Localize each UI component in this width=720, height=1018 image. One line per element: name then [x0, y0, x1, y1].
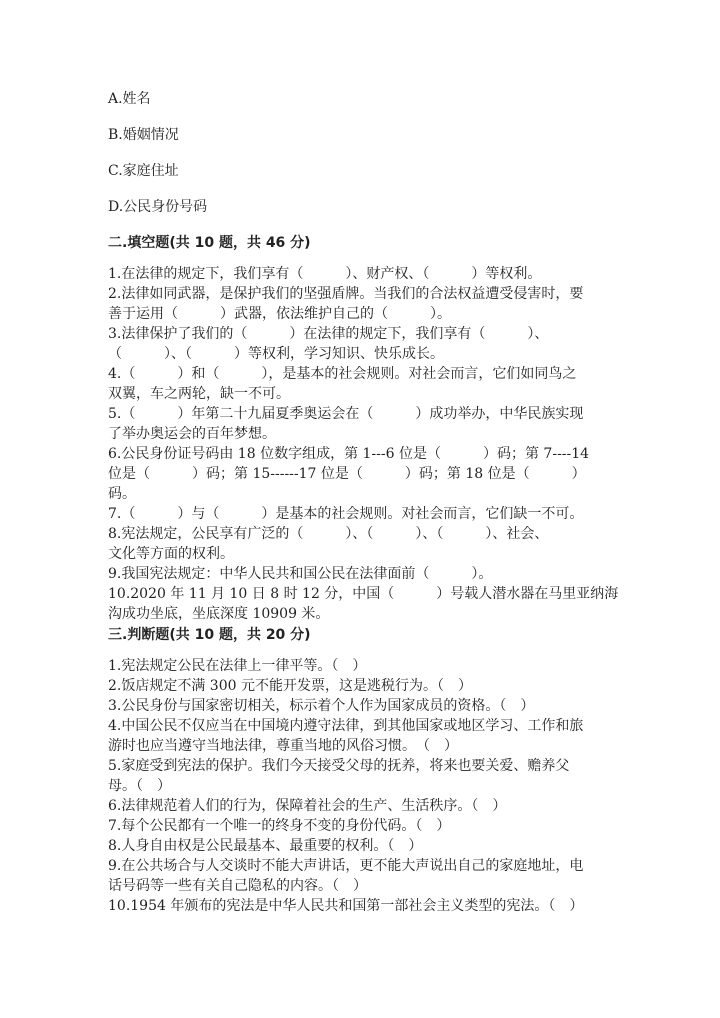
section-heading-true-false: 三.判断题(共 10 题，共 20 分): [108, 627, 311, 643]
true-false-questions: [108, 656, 608, 916]
question-line: （ ）、（ ）等权利，学习知识、快乐成长。: [108, 346, 444, 362]
question-line: 5.家庭受到宪法的保护。我们今天接受父母的抚养，将来也要关爱、赡养父: [108, 758, 570, 774]
question-line: 码。: [108, 486, 136, 502]
option-a: A.姓名: [108, 91, 151, 107]
question-line: 7.每个公民都有一个唯一的终身不变的身份代码。（ ）: [108, 818, 451, 834]
question-line: 话号码等一些有关自己隐私的内容。（ ）: [108, 878, 367, 894]
question-line: 了举办奥运会的百年梦想。: [108, 426, 276, 442]
question-line: 游时也应当遵守当地法律，尊重当地的风俗习惯。 （ ）: [108, 738, 458, 754]
question-line: 1.在法律的规定下，我们享有（ ）、财产权、（ ）等权利。: [108, 266, 542, 282]
question-line: 双翼，车之两轮，缺一不可。: [108, 386, 290, 402]
question-line: 6.法律规范着人们的行为，保障着社会的生产、生活秩序。（ ）: [108, 798, 507, 814]
question-line: 5.（ ）年第二十九届夏季奥运会在（ ）成功举办，中华民族实现: [108, 406, 584, 422]
question-line: 7.（ ）与（ ）是基本的社会规则。对社会而言，它们缺一不可。: [108, 506, 584, 522]
fill-in-questions: [108, 264, 619, 624]
question-line: 文化等方面的权利。: [108, 546, 234, 562]
question-line: 3.法律保护了我们的（ ）在法律的规定下，我们享有（ ）、: [108, 326, 549, 342]
question-line: 8.宪法规定，公民享有广泛的（ ）、（ ）、（ ）、社会、: [108, 526, 549, 542]
option-c: C.家庭住址: [108, 163, 179, 179]
question-line: 9.在公共场合与人交谈时不能大声讲话，更不能大声说出自己的家庭地址，电: [108, 858, 584, 874]
question-line: 母。（ ）: [108, 778, 171, 794]
question-line: 善于运用（ ）武器，依法维护自己的（ ）。: [108, 306, 451, 322]
question-line: 1.宪法规定公民在法律上一律平等。（ ）: [108, 658, 367, 674]
question-line: 10.2020 年 11 月 10 日 8 时 12 分，中国（ ）号载人潜水器在马里亚纳海: [108, 586, 619, 602]
option-b: B.婚姻情况: [108, 127, 179, 143]
question-line: 8.人身自由权是公民最基本、最重要的权利。（ ）: [108, 838, 423, 854]
question-line: 2.法律如同武器，是保护我们的坚强盾牌。当我们的合法权益遭受侵害时，要: [108, 286, 584, 302]
question-line: 4.中国公民不仅应当在中国境内遵守法律，到其他国家或地区学习、工作和旅: [108, 718, 584, 734]
question-line: 4.（ ）和（ ），是基本的社会规则。对社会而言，它们如同鸟之: [108, 366, 577, 382]
question-line: 3.公民身份与国家密切相关，标示着个人作为国家成员的资格。（ ）: [108, 698, 535, 714]
question-line: 10.1954 年颁布的宪法是中华人民共和国第一部社会主义类型的宪法。（ ）: [108, 898, 584, 914]
question-line: 2.饭店规定不满 300 元不能开发票，这是逃税行为。（ ）: [108, 678, 472, 694]
question-line: 位是（ ）码；第 15------17 位是（ ）码；第 18 位是（ ）: [108, 466, 586, 482]
question-line: 沟成功坐底，坐底深度 10909 米。: [108, 606, 330, 622]
question-line: 6.公民身份证号码由 18 位数字组成，第 1---6 位是（ ）码；第 7----14: [108, 446, 590, 462]
option-d: D.公民身份号码: [108, 199, 208, 215]
question-line: 9.我国宪法规定：中华人民共和国公民在法律面前（ ）。: [108, 566, 493, 582]
section-heading-fill-in: 二.填空题(共 10 题，共 46 分): [108, 235, 311, 251]
